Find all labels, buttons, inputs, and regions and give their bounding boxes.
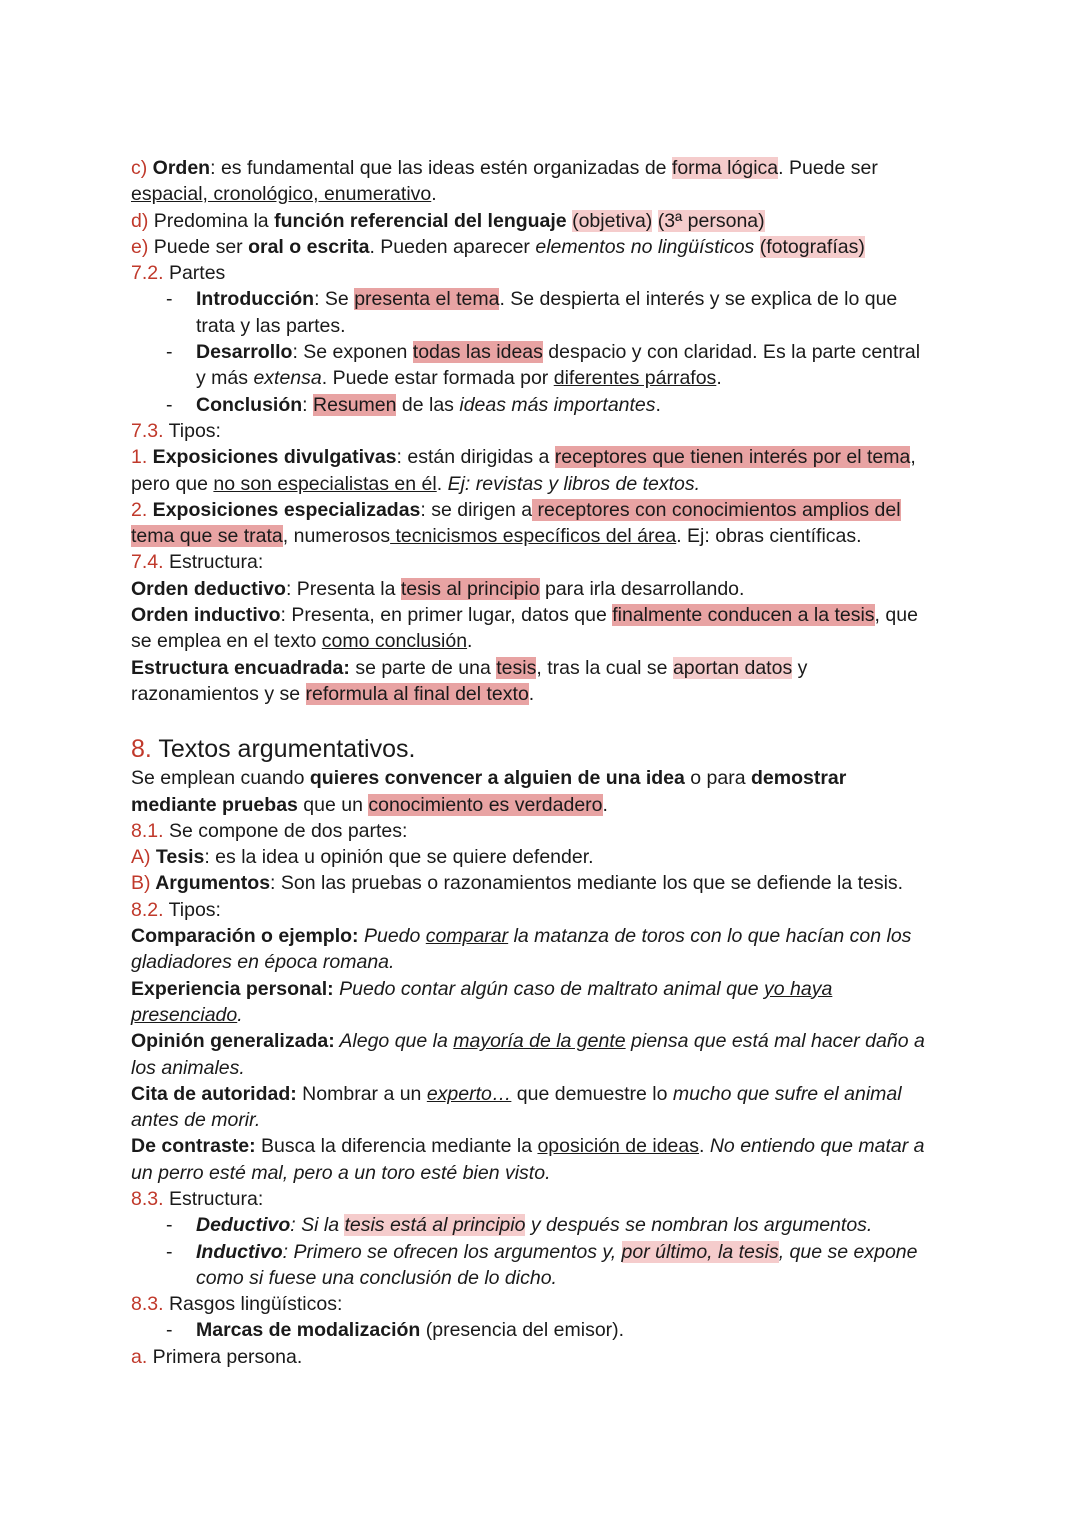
italic: Ej: revistas y libros de textos. <box>447 472 701 495</box>
bullet-deductivo <box>131 1212 951 1238</box>
text: . Ej: obras científicas. <box>676 525 862 548</box>
section-number: 8.1. <box>131 819 164 842</box>
bold-term: De contraste: <box>131 1135 256 1158</box>
bold-term: Experiencia personal: <box>131 977 334 1000</box>
text: y más <box>196 367 254 390</box>
italic: antes de morir. <box>131 1109 261 1132</box>
italic: los animales. <box>131 1056 245 1079</box>
section-8-2-heading <box>131 897 951 923</box>
item-e <box>131 234 951 260</box>
bold-term: Cita de autoridad: <box>131 1082 297 1105</box>
document-body <box>131 155 951 1370</box>
item-number: 2. <box>131 498 148 521</box>
italic: un perro esté mal, pero a un toro esté bien visto. <box>131 1161 551 1184</box>
text: Puede ser <box>148 235 249 258</box>
italic: Alego que la <box>334 1030 454 1053</box>
section-title: Partes <box>163 262 226 285</box>
section-number: 8.2. <box>131 898 164 921</box>
orden-deductivo <box>131 576 951 602</box>
rasgo-a <box>131 1344 951 1370</box>
estructura-encuadrada <box>131 655 951 681</box>
text: . <box>699 1135 710 1158</box>
text: Nombrar a un <box>296 1082 427 1105</box>
s8-intro-cont <box>131 792 951 818</box>
bold-term: Estructura encuadrada: <box>131 656 350 679</box>
underline: tecnicismos específicos del área <box>390 525 677 548</box>
bold-term: mediante pruebas <box>131 793 298 816</box>
bullet-desarrollo-cont <box>131 365 951 391</box>
item-number: a. <box>131 1345 148 1368</box>
underline: yo haya <box>764 977 833 1000</box>
tipo-divulgativas <box>131 444 951 470</box>
text: . Puede ser <box>778 157 878 179</box>
section-number: 8.3. <box>131 1293 164 1316</box>
tipo-comparacion <box>131 923 951 949</box>
underline: no son especialistas en él <box>213 472 437 495</box>
text: se emplea en el texto <box>131 630 322 653</box>
section-7-2-heading <box>131 260 951 286</box>
tipo-comparacion-cont <box>131 949 951 975</box>
bullet-conclusion <box>131 392 951 418</box>
text: y <box>792 656 808 679</box>
bullet-inductivo-cont <box>131 1265 951 1291</box>
text: o para <box>684 767 751 790</box>
underline: experto… <box>426 1082 512 1105</box>
tipo-especializadas <box>131 497 951 523</box>
label: A) <box>131 846 151 869</box>
bold-term: Conclusión <box>196 393 303 416</box>
text: se parte de una <box>349 656 497 679</box>
text: , que <box>874 604 918 627</box>
bold-term: Deductivo <box>196 1214 291 1237</box>
highlight: (objetiva) <box>572 209 653 232</box>
italic: Puedo <box>358 925 426 948</box>
text: (presencia del emisor). <box>420 1319 625 1342</box>
tipo-contraste <box>131 1133 951 1159</box>
section-8-heading <box>131 733 951 765</box>
underline: espacial, cronológico, enumerativo <box>131 183 432 206</box>
bold-term: función referencial del lenguaje <box>274 209 567 232</box>
highlight: receptores que tienen interés por el tema <box>554 446 911 469</box>
text: . <box>655 393 661 416</box>
bullet-introduccion <box>131 286 951 312</box>
estructura-encuadrada-cont <box>131 681 951 707</box>
bold-term: Marcas de modalización <box>196 1319 421 1342</box>
highlight: presenta el tema <box>354 288 500 311</box>
italic: : Primero se ofrecen los argumentos y, <box>282 1240 622 1263</box>
highlight: (3ª persona) <box>657 209 765 232</box>
italic: , que se expone <box>778 1240 918 1263</box>
text: . <box>467 630 473 653</box>
italic: . <box>237 1003 243 1026</box>
item-c-cont <box>131 181 951 207</box>
tipo-experiencia <box>131 976 951 1002</box>
text: . Pueden aparecer <box>369 235 536 258</box>
highlight: reformula al final del texto <box>305 682 529 705</box>
parte-argumentos <box>131 870 951 896</box>
italic: la matanza de toros con lo que hacían con los <box>508 925 912 948</box>
label: c) <box>131 157 148 179</box>
text: : Se <box>314 288 355 311</box>
text: que demuestre lo <box>511 1082 668 1105</box>
label: e) <box>131 235 149 258</box>
underline: comparar <box>425 925 509 948</box>
bold-term: Tesis <box>150 846 205 869</box>
tipo-cita-cont <box>131 1107 951 1133</box>
bold-term: Orden inductivo <box>131 604 281 627</box>
space <box>754 236 759 258</box>
text: : es fundamental que las ideas estén organizadas de <box>210 157 672 179</box>
tipo-especializadas-cont <box>131 523 951 549</box>
text: . <box>602 793 608 816</box>
text: , numerosos <box>282 525 391 548</box>
italic: elementos no lingüísticos <box>535 235 755 258</box>
parte-tesis <box>131 844 951 870</box>
text: Busca la diferencia mediante la <box>255 1135 538 1158</box>
label: d) <box>131 209 149 232</box>
text: Primera persona. <box>147 1345 303 1368</box>
highlight: tesis está al principio <box>344 1214 526 1237</box>
text: , tras la cual se <box>536 656 673 679</box>
highlight: conocimiento es verdadero <box>368 793 603 816</box>
section-title: Tipos: <box>163 898 221 921</box>
text: trata y las partes. <box>196 314 346 337</box>
text: de las <box>396 393 460 416</box>
bullet-inductivo <box>131 1239 951 1265</box>
text: razonamientos y se <box>131 682 306 705</box>
tipo-opinion-cont <box>131 1055 951 1081</box>
item-c <box>131 155 951 181</box>
bold-term: Exposiciones especializadas <box>147 498 421 521</box>
italic: extensa <box>253 367 322 390</box>
italic: piensa que está mal hacer daño a <box>625 1030 925 1053</box>
dash: - <box>166 393 173 416</box>
text: . <box>528 682 535 705</box>
section-title: Rasgos lingüísticos: <box>163 1293 343 1316</box>
highlight: aportan datos <box>672 656 793 679</box>
highlight: tesis <box>496 656 537 679</box>
text: : es la idea u opinión que se quiere defender. <box>204 846 594 869</box>
dash: - <box>166 1214 173 1237</box>
section-title: Se compone de dos partes: <box>163 819 408 842</box>
text: pero que <box>131 472 214 495</box>
space <box>652 210 657 232</box>
bold-term: Opinión generalizada: <box>131 1030 335 1053</box>
text: que un <box>297 793 369 816</box>
dash: - <box>166 1240 173 1263</box>
section-title: Tipos: <box>163 419 221 442</box>
section-7-4-heading <box>131 549 951 575</box>
tipo-divulgativas-cont <box>131 471 951 497</box>
section-8-1-heading <box>131 818 951 844</box>
italic: No entiendo que matar a <box>709 1135 925 1158</box>
s8-intro <box>131 765 951 791</box>
highlight: Resumen <box>313 393 397 416</box>
dash: - <box>166 288 173 311</box>
bold-term: Inductivo <box>196 1240 283 1263</box>
italic: y después se nombran los argumentos. <box>525 1214 873 1237</box>
bold-term: Orden deductivo <box>131 577 286 600</box>
dash: - <box>166 341 173 364</box>
section-8-3-rasgos-heading <box>131 1291 951 1317</box>
italic: mucho que sufre el animal <box>667 1082 902 1105</box>
italic: : Si la <box>290 1214 345 1237</box>
orden-inductivo <box>131 602 951 628</box>
underline: como conclusión <box>321 630 468 653</box>
text: : Son las pruebas o razonamientos mediante los que se defiende la tesis. <box>270 872 904 895</box>
text: para irla desarrollando. <box>539 577 745 600</box>
text: Se emplean cuando <box>131 767 310 790</box>
dash: - <box>166 1319 173 1342</box>
text: : están dirigidas a <box>396 446 555 469</box>
highlight: receptores con conocimientos amplios del <box>532 498 901 521</box>
italic: Puedo contar algún caso de maltrato animal que <box>333 977 765 1000</box>
bold-term: quieres convencer a alguien de una idea <box>309 767 685 790</box>
bold-term: Orden <box>152 157 211 179</box>
text: . <box>716 367 722 390</box>
item-number: 1. <box>131 446 148 469</box>
bullet-introduccion-cont <box>131 313 951 339</box>
bullet-marcas <box>131 1317 951 1343</box>
item-d <box>131 208 951 234</box>
underline: diferentes párrafos <box>553 367 717 390</box>
text: . Se despierta el interés y se explica de lo que <box>499 288 898 311</box>
tipo-contraste-cont <box>131 1160 951 1186</box>
section-number: 7.3. <box>131 419 164 442</box>
section-title: Estructura: <box>163 551 264 574</box>
bullet-desarrollo <box>131 339 951 365</box>
section-number: 7.2. <box>131 262 164 285</box>
underline: mayoría de la gente <box>453 1030 626 1053</box>
italic: como si fuese una conclusión de lo dicho. <box>196 1266 557 1289</box>
text: despacio y con claridad. Es la parte central <box>542 341 921 364</box>
bold-term: oral o escrita <box>248 235 370 258</box>
text: : se dirigen a <box>420 498 533 521</box>
text: , <box>910 446 916 469</box>
underline: oposición de ideas <box>537 1135 699 1158</box>
text: : Presenta la <box>285 577 401 600</box>
underline: presenciado <box>131 1003 238 1026</box>
text: : Presenta, en primer lugar, datos que <box>280 604 613 627</box>
text: : <box>302 393 314 416</box>
bold-term: Desarrollo <box>196 341 293 364</box>
italic: ideas más importantes <box>459 393 656 416</box>
label: B) <box>131 872 151 895</box>
section-7-3-heading <box>131 418 951 444</box>
section-number: 7.4. <box>131 551 164 574</box>
highlight: tema que se trata <box>131 525 283 548</box>
tipo-opinion <box>131 1028 951 1054</box>
italic: gladiadores en época romana. <box>131 951 395 974</box>
highlight: (fotografías) <box>759 235 865 258</box>
highlight: todas las ideas <box>412 341 543 364</box>
tipo-experiencia-cont <box>131 1002 951 1028</box>
bold-term: Introducción <box>196 288 315 311</box>
text: Predomina la <box>148 209 275 232</box>
bold-term: Exposiciones divulgativas <box>147 446 397 469</box>
highlight: por último, la tesis <box>621 1240 779 1263</box>
text: . <box>431 183 437 206</box>
bold-term: Comparación o ejemplo: <box>131 925 359 948</box>
section-8-3-heading <box>131 1186 951 1212</box>
bold-term: demostrar <box>751 767 847 790</box>
orden-inductivo-cont <box>131 628 951 654</box>
text: . Puede estar formada por <box>321 367 554 390</box>
text: . <box>436 472 448 495</box>
highlight: finalmente conducen a la tesis <box>612 604 875 627</box>
highlight: forma lógica <box>671 157 779 179</box>
text: : Se exponen <box>292 341 413 364</box>
highlight: tesis al principio <box>400 577 540 600</box>
section-number: 8.3. <box>131 1187 164 1210</box>
section-title: Estructura: <box>163 1187 264 1210</box>
bold-term: Argumentos <box>150 872 271 895</box>
section-title: Textos argumentativos. <box>151 735 416 764</box>
section-number: 8. <box>131 735 152 764</box>
tipo-cita <box>131 1081 951 1107</box>
